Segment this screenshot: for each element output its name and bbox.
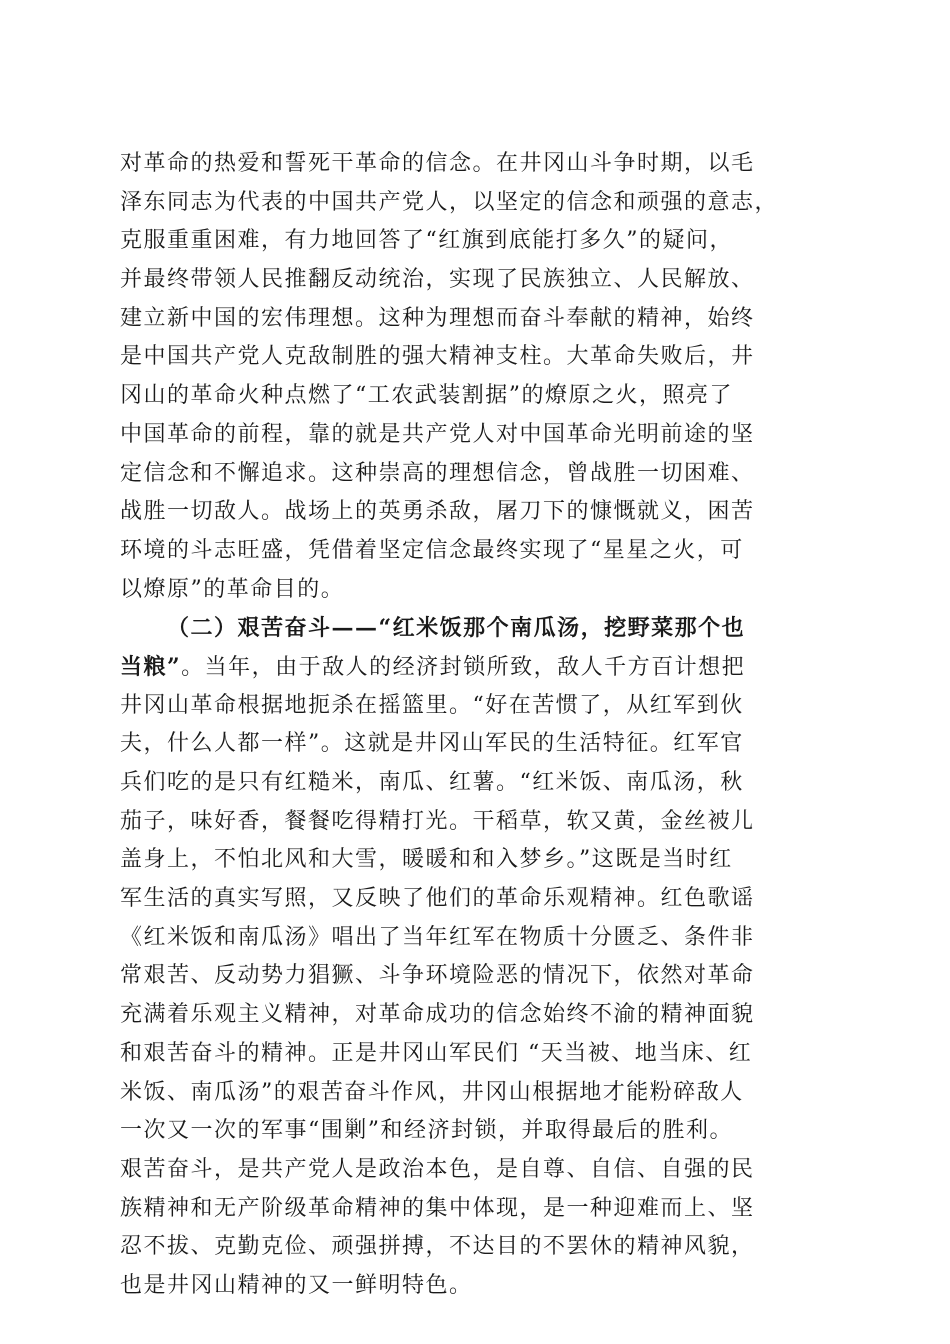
text-line (120, 648, 840, 687)
text-line: 常艰苦、反动势力猖獗、斗争环境险恶的情况下，依然对革命 (120, 963, 755, 989)
text-line: 《红米饭和南瓜汤》唱出了当年红军在物质十分匮乏、条件非 (120, 924, 755, 950)
text-line: 冈山的革命火种点燃了“工农武装割据”的燎原之火，照亮了 (120, 383, 733, 409)
text-line: 并最终带领人民推翻反动统治，实现了民族独立、人民解放、 (120, 267, 755, 293)
text-line: 中国革命的前程，靠的就是共产党人对中国革命光明前途的坚 (120, 421, 755, 447)
text-line-rest: 。当年，由于敌人的经济封锁所致，敌人千方百计想把 (181, 654, 746, 680)
text-line: 夫，什么人都一样”。这就是井冈山军民的生活特征。红军官 (120, 731, 744, 757)
text-line: 战胜一切敌人。战场上的英勇杀敌，屠刀下的慷慨就义，困苦 (120, 499, 755, 525)
text-line: 定信念和不懈追求。这种崇高的理想信念，曾战胜一切困难、 (120, 460, 755, 486)
text-line: 族精神和无产阶级革命精神的集中体现，是一种迎难而上、坚 (120, 1195, 755, 1221)
text-line: 井冈山革命根据地扼杀在摇篮里。“好在苦惯了，从红军到伙 (120, 692, 744, 718)
text-line: 忍不拔、克勤克俭、顽强拼搏，不达目的不罢休的精神风貌， (120, 1234, 755, 1260)
text-line: 也是井冈山精神的又一鲜明特色。 (120, 1272, 473, 1298)
text-line: 兵们吃的是只有红糙米，南瓜、红薯。“红米饭、南瓜汤，秋 (120, 770, 744, 795)
text-line: 是中国共产党人克敌制胜的强大精神支柱。大革命失败后，井 (120, 344, 755, 370)
text-line: 环境的斗志旺盛，凭借着坚定信念最终实现了“星星之火，可 (120, 537, 744, 563)
text-line: 茄子，味好香，餐餐吃得精打光。干稻草，软又黄，金丝被儿 (120, 808, 755, 834)
text-line: 米饭、南瓜汤”的艰苦奋斗作风，井冈山根据地才能粉碎敌人 (120, 1079, 744, 1105)
text-line: 泽东同志为代表的中国共产党人，以坚定的信念和顽强的意志， (120, 189, 779, 215)
section-heading-continued: 当粮” (120, 653, 182, 680)
text-line: 克服重重困难，有力地回答了“红旗到底能打多久”的疑问， (120, 228, 733, 254)
text-line: 充满着乐观主义精神，对革命成功的信念始终不渝的精神面貌 (120, 1002, 755, 1028)
text-line: 对革命的热爱和誓死干革命的信念。在井冈山斗争时期，以毛 (120, 151, 755, 176)
document-page (120, 145, 840, 1306)
text-line: 军生活的真实写照，又反映了他们的革命乐观精神。红色歌谣 (120, 886, 755, 912)
section-heading: （二）艰苦奋斗——“红米饭那个南瓜汤，挖野菜那个也 (167, 615, 746, 642)
text-line: 盖身上，不怕北风和大雪，暖暖和和入梦乡。”这既是当时红 (120, 847, 733, 873)
text-line: 一次又一次的军事“围剿”和经济封锁，并取得最后的胜利。 (120, 1118, 733, 1144)
text-line: 建立新中国的宏伟理想。这种为理想而奋斗奉献的精神，始终 (120, 305, 755, 331)
text-line: 和艰苦奋斗的精神。正是井冈山军民们 “天当被、地当床、红 (120, 1040, 753, 1066)
text-line: 艰苦奋斗，是共产党人是政治本色，是自尊、自信、自强的民 (120, 1156, 755, 1182)
text-line: 以燎原”的革命目的。 (120, 576, 345, 602)
